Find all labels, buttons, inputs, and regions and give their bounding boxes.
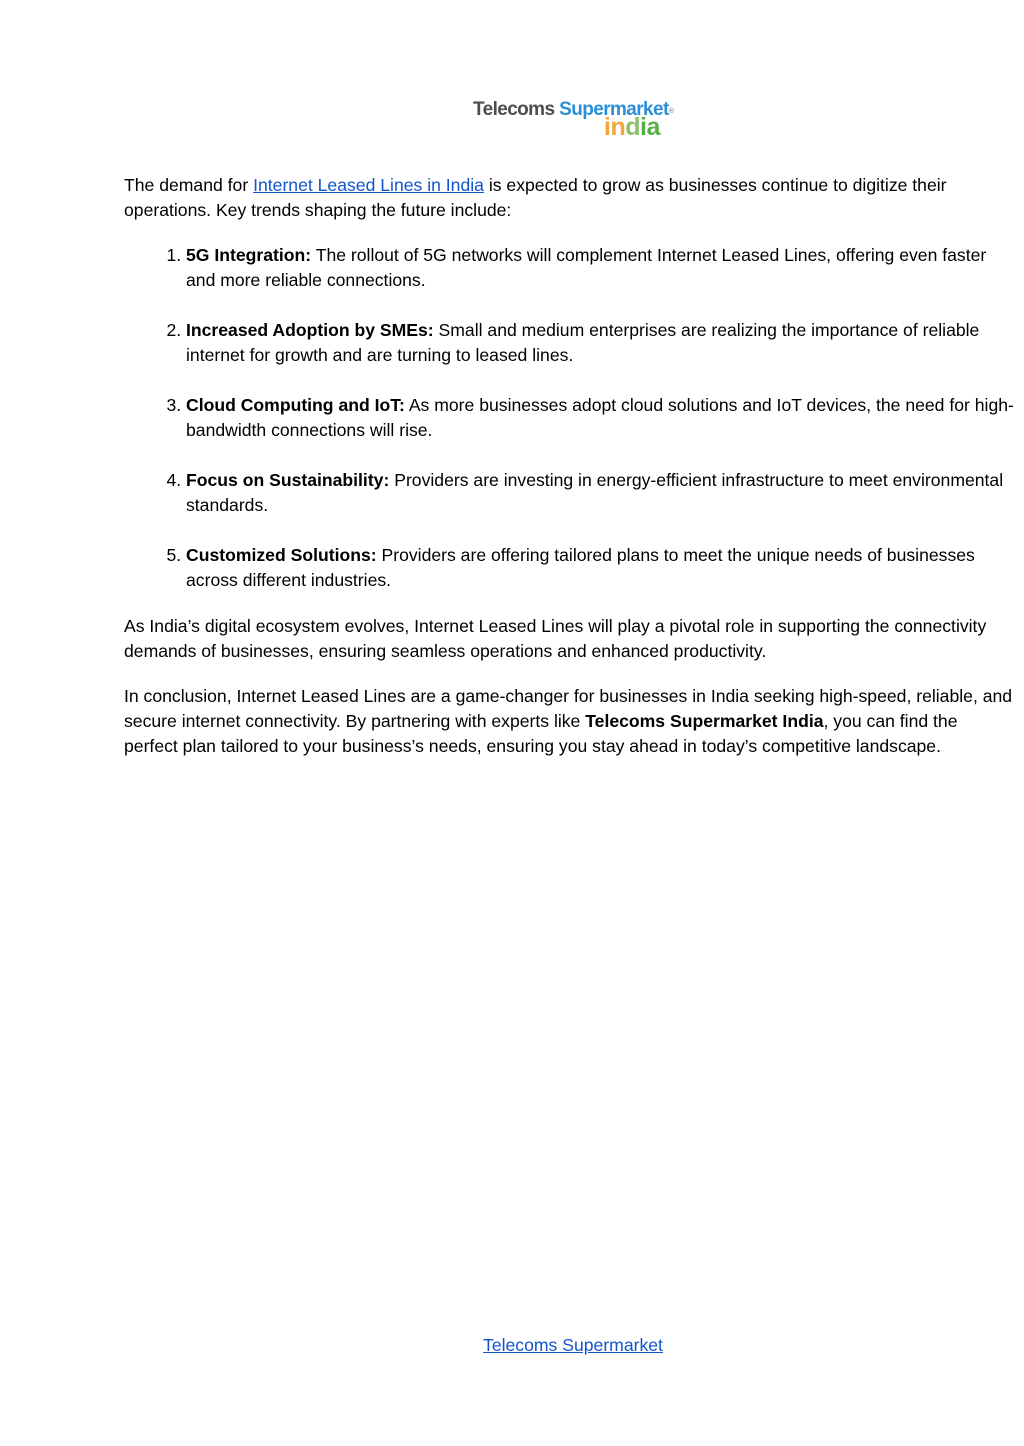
intro-text-end: is expected to grow as businesses continue to digitize their operations. Key trends shaping the future include: [124,175,947,220]
list-item [186,468,1014,518]
list-item [186,318,1014,368]
trend-text: Providers are investing in energy-efficient infrastructure to meet environmental standards. [186,470,1004,515]
trend-title: Customized Solutions: [186,545,377,565]
footer [0,1333,1024,1358]
brand-logo [473,97,673,145]
conclusion-text-end: , you can find the perfect plan tailored to your business’s needs, ensuring you stay ahead in today’s competitive landscape. [124,711,958,756]
logo-text-telecoms: Telecoms [473,99,555,120]
conclusion-brand-name: Telecoms Supermarket India [585,711,824,731]
logo-letter: i [640,113,647,141]
trends-list [124,243,1014,593]
logo-letter: a [646,113,660,141]
list-item [186,243,1014,293]
list-item [186,393,1014,443]
intro-paragraph [124,173,1014,223]
trend-title: Focus on Sustainability: [186,470,390,490]
telecoms-supermarket-link[interactable]: Telecoms Supermarket [483,1335,663,1355]
logo-letter: i [604,113,611,141]
document-body [124,173,1014,779]
trend-title: Cloud Computing and IoT: [186,395,405,415]
trend-title: Increased Adoption by SMEs: [186,320,434,340]
trend-title: 5G Integration: [186,245,312,265]
logo-letter: n [610,113,626,141]
logo-text-supermarket: Supermarket [559,99,669,120]
internet-leased-lines-link[interactable]: Internet Leased Lines in India [253,175,484,195]
trend-text: Small and medium enterprises are realizing the importance of reliable internet for growth and are turning to leased lines. [186,320,980,365]
intro-text-start: The demand for [124,175,254,195]
ecosystem-paragraph: As India’s digital ecosystem evolves, Internet Leased Lines will play a pivotal role in supporting the connectivity demands of businesses, ensuring seamless operations and enhanced productivity. [124,616,987,661]
logo-registered-mark: ® [668,108,674,115]
logo-letter: d [625,113,641,141]
logo-text-india [604,113,660,141]
conclusion-paragraph [124,684,1014,759]
trend-text: The rollout of 5G networks will complement Internet Leased Lines, offering even faster and more reliable connections. [186,245,987,290]
trend-text: As more businesses adopt cloud solutions and IoT devices, the need for high-bandwidth connections will rise. [186,395,1014,440]
trend-text: Providers are offering tailored plans to meet the unique needs of businesses across different industries. [186,545,975,590]
list-item [186,543,1014,593]
conclusion-text-start: In conclusion, Internet Leased Lines are a game-changer for businesses in India seeking high-speed, reliable, and secure internet connectivity. By partnering with experts like [124,686,1013,731]
